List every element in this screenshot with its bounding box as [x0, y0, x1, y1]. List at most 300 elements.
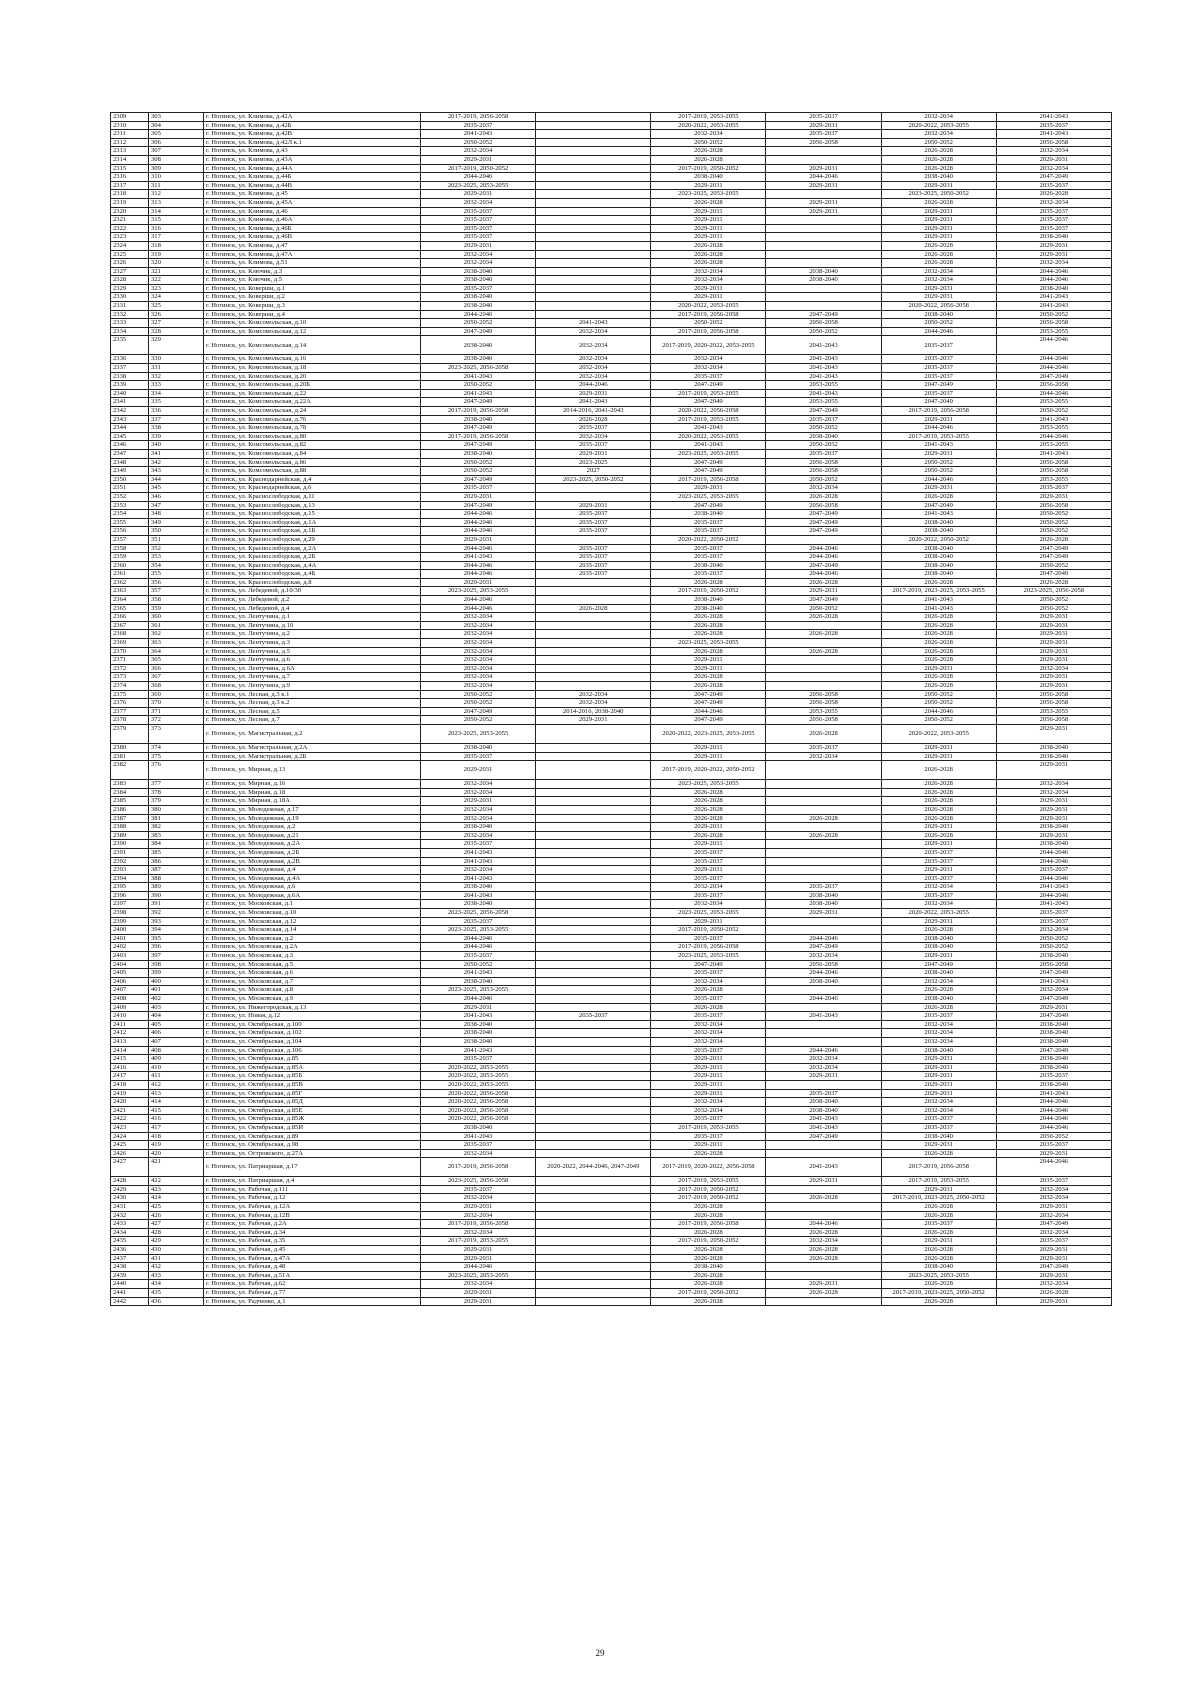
- cell-c5: 2029-2031: [881, 823, 996, 832]
- cell-c4: 2056-2058: [766, 467, 881, 476]
- cell-c2: [536, 1072, 651, 1081]
- cell-c2: [536, 986, 651, 995]
- cell-id: 374: [149, 743, 204, 752]
- cell-id: 413: [149, 1089, 204, 1098]
- cell-c5: 2038-2040: [881, 544, 996, 553]
- cell-c1: 2032-2034: [421, 814, 536, 823]
- cell-c4: 2056-2058: [766, 319, 881, 328]
- cell-addr: г. Ногинск, ул. Лесная, д.7: [204, 716, 421, 725]
- cell-n: 2384: [111, 788, 149, 797]
- cell-n: 2320: [111, 207, 149, 216]
- cell-addr: г. Ногинск, ул. Октябрьская, д.85Е: [204, 1106, 421, 1115]
- cell-n: 2432: [111, 1211, 149, 1220]
- cell-c3: 2041-2043: [651, 441, 766, 450]
- cell-id: 344: [149, 475, 204, 484]
- cell-c3: 2017-2019, 2056-2058: [651, 475, 766, 484]
- table-row: [111, 1185, 1112, 1194]
- cell-n: 2410: [111, 1012, 149, 1021]
- cell-c5: 2038-2040: [881, 561, 996, 570]
- cell-c1: 2017-2019, 2056-2058: [421, 407, 536, 416]
- cell-c3: 2026-2028: [651, 814, 766, 823]
- cell-id: 308: [149, 155, 204, 164]
- cell-c1: 2032-2034: [421, 198, 536, 207]
- cell-c2: 2020-2022, 2044-2046, 2047-2049: [536, 1158, 651, 1177]
- table-row: [111, 216, 1112, 225]
- cell-c2: [536, 1280, 651, 1289]
- cell-id: 360: [149, 613, 204, 622]
- cell-n: 2362: [111, 578, 149, 587]
- cell-c5: 2035-2037: [881, 364, 996, 373]
- cell-c5: 2029-2031: [881, 233, 996, 242]
- cell-c6: 2029-2031: [996, 1203, 1111, 1212]
- cell-c1: 2041-2043: [421, 848, 536, 857]
- cell-id: 393: [149, 917, 204, 926]
- cell-c2: 2032-2034: [536, 364, 651, 373]
- cell-c5: 2026-2028: [881, 814, 996, 823]
- cell-c1: 2041-2043: [421, 857, 536, 866]
- table-row: [111, 639, 1112, 648]
- cell-c2: [536, 1055, 651, 1064]
- cell-n: 2399: [111, 917, 149, 926]
- cell-id: 350: [149, 527, 204, 536]
- table-row: [111, 138, 1112, 147]
- cell-c5: 2026-2028: [881, 1203, 996, 1212]
- cell-addr: г. Ногинск, ул. Лесная, д.3 к.2: [204, 699, 421, 708]
- cell-addr: г. Ногинск, ул. Климова, д.43: [204, 147, 421, 156]
- cell-c1: 2047-2049: [421, 707, 536, 716]
- cell-addr: г. Ногинск, ул. Октябрьская, д.85Ж: [204, 1115, 421, 1124]
- cell-c5: 2035-2037: [881, 848, 996, 857]
- cell-c6: 2044-2046: [996, 857, 1111, 866]
- cell-n: 2370: [111, 647, 149, 656]
- cell-n: 2324: [111, 241, 149, 250]
- cell-c1: 2038-2040: [421, 1020, 536, 1029]
- cell-n: 2342: [111, 407, 149, 416]
- cell-c4: 2038-2040: [766, 900, 881, 909]
- cell-c2: [536, 113, 651, 122]
- cell-c1: 2041-2043: [421, 130, 536, 139]
- cell-c4: 2041-2043: [766, 355, 881, 364]
- cell-c6: 2029-2031: [996, 492, 1111, 501]
- cell-c3: 2035-2037: [651, 1115, 766, 1124]
- cell-c3: 2017-2019, 2050-2052: [651, 1289, 766, 1298]
- cell-c1: 2029-2031: [421, 797, 536, 806]
- cell-c5: 2029-2031: [881, 917, 996, 926]
- cell-c5: 2026-2028: [881, 241, 996, 250]
- table-row: [111, 492, 1112, 501]
- cell-addr: г. Ногинск, ул. Краснодарнейская, д.6: [204, 484, 421, 493]
- cell-c5: 2026-2028: [881, 656, 996, 665]
- cell-id: 385: [149, 848, 204, 857]
- cell-c3: 2017-2019, 2020-2022, 2053-2055: [651, 336, 766, 355]
- cell-id: 407: [149, 1037, 204, 1046]
- cell-c2: [536, 926, 651, 935]
- table-row: [111, 716, 1112, 725]
- cell-c3: 2017-2019, 2050-2052: [651, 164, 766, 173]
- cell-c3: 2026-2028: [651, 241, 766, 250]
- cell-id: 376: [149, 761, 204, 780]
- cell-c1: 2038-2040: [421, 276, 536, 285]
- cell-c5: 2026-2028: [881, 986, 996, 995]
- table-row: [111, 1055, 1112, 1064]
- cell-addr: г. Ногинск, ул. Краснослободская, д.2А: [204, 544, 421, 553]
- cell-c3: 2032-2034: [651, 977, 766, 986]
- cell-c6: 2047-2049: [996, 969, 1111, 978]
- cell-id: 430: [149, 1246, 204, 1255]
- cell-c1: 2044-2046: [421, 995, 536, 1004]
- cell-c1: 2032-2034: [421, 664, 536, 673]
- table-row: [111, 259, 1112, 268]
- table-row: [111, 327, 1112, 336]
- cell-c2: [536, 647, 651, 656]
- cell-c5: 2032-2034: [881, 977, 996, 986]
- cell-n: 2426: [111, 1149, 149, 1158]
- cell-c1: 2032-2034: [421, 866, 536, 875]
- cell-n: 2413: [111, 1037, 149, 1046]
- cell-n: 2363: [111, 587, 149, 596]
- cell-addr: г. Ногинск, ул. Коверши, д.3: [204, 302, 421, 311]
- cell-c6: 2044-2046: [996, 1158, 1111, 1177]
- cell-c4: [766, 1185, 881, 1194]
- cell-c4: 2026-2028: [766, 724, 881, 743]
- table-row: [111, 613, 1112, 622]
- cell-c5: 2041-2043: [881, 441, 996, 450]
- cell-c1: 2032-2034: [421, 656, 536, 665]
- cell-c5: 2029-2031: [881, 224, 996, 233]
- cell-c6: 2029-2031: [996, 1246, 1111, 1255]
- cell-c6: 2035-2037: [996, 216, 1111, 225]
- cell-c2: [536, 797, 651, 806]
- cell-c5: 2038-2040: [881, 518, 996, 527]
- cell-c6: 2041-2043: [996, 293, 1111, 302]
- cell-addr: г. Ногинск, ул. Климова, д.46В: [204, 233, 421, 242]
- cell-c6: 2047-2049: [996, 1220, 1111, 1229]
- cell-c4: 2032-2034: [766, 752, 881, 761]
- cell-c2: [536, 284, 651, 293]
- cell-c5: 2029-2031: [881, 1141, 996, 1150]
- cell-id: 412: [149, 1080, 204, 1089]
- cell-c2: [536, 596, 651, 605]
- cell-id: 370: [149, 699, 204, 708]
- cell-c5: 2038-2040: [881, 553, 996, 562]
- cell-addr: г. Ногинск, ул. Комсомольская, д.14: [204, 336, 421, 355]
- cell-addr: г. Ногинск, ул. Климова, д.44В: [204, 181, 421, 190]
- cell-c3: 2035-2037: [651, 1132, 766, 1141]
- cell-c4: 2026-2028: [766, 613, 881, 622]
- cell-c1: 2047-2049: [421, 424, 536, 433]
- cell-c1: 2041-2043: [421, 1046, 536, 1055]
- cell-addr: г. Ногинск, ул. Климова, д.47: [204, 241, 421, 250]
- table-row: [111, 398, 1112, 407]
- cell-c5: 2035-2037: [881, 857, 996, 866]
- cell-c4: 2026-2028: [766, 630, 881, 639]
- table-row: [111, 707, 1112, 716]
- cell-c3: 2035-2037: [651, 553, 766, 562]
- cell-c2: [536, 917, 651, 926]
- cell-c5: 2050-2052: [881, 458, 996, 467]
- cell-c4: 2041-2043: [766, 1158, 881, 1177]
- cell-c5: 2029-2031: [881, 952, 996, 961]
- cell-n: 2397: [111, 900, 149, 909]
- cell-c3: 2017-2019, 2050-2052: [651, 1237, 766, 1246]
- cell-c2: [536, 173, 651, 182]
- cell-c4: [766, 259, 881, 268]
- cell-c6: 2044-2046: [996, 276, 1111, 285]
- cell-c2: [536, 224, 651, 233]
- cell-c4: [766, 664, 881, 673]
- cell-id: 389: [149, 883, 204, 892]
- cell-c4: 2035-2037: [766, 883, 881, 892]
- cell-n: 2360: [111, 561, 149, 570]
- cell-addr: г. Ногинск, ул. Климова, д.42Б: [204, 121, 421, 130]
- cell-c4: 2047-2049: [766, 596, 881, 605]
- table-row: [111, 467, 1112, 476]
- cell-c2: [536, 943, 651, 952]
- cell-c4: [766, 761, 881, 780]
- cell-c4: 2035-2037: [766, 113, 881, 122]
- cell-c3: 2035-2037: [651, 874, 766, 883]
- table-row: [111, 960, 1112, 969]
- cell-c2: [536, 613, 651, 622]
- cell-c4: 2041-2043: [766, 1115, 881, 1124]
- cell-id: 326: [149, 310, 204, 319]
- cell-c5: 2026-2028: [881, 250, 996, 259]
- cell-c4: 2035-2037: [766, 743, 881, 752]
- cell-addr: г. Ногинск, ул. Молодежная, д.17: [204, 805, 421, 814]
- cell-c5: 2038-2040: [881, 570, 996, 579]
- table-row: [111, 181, 1112, 190]
- cell-c4: [766, 302, 881, 311]
- cell-c3: 2032-2034: [651, 1020, 766, 1029]
- cell-c6: 2038-2040: [996, 1055, 1111, 1064]
- cell-c5: 2026-2028: [881, 682, 996, 691]
- cell-c6: 2053-2055: [996, 475, 1111, 484]
- cell-c2: 2035-2037: [536, 424, 651, 433]
- cell-c6: 2029-2031: [996, 797, 1111, 806]
- table-row: [111, 415, 1112, 424]
- table-row: [111, 1141, 1112, 1150]
- cell-c6: 2032-2034: [996, 164, 1111, 173]
- cell-c1: 2029-2031: [421, 492, 536, 501]
- cell-addr: г. Ногинск, ул. Радченко, д.1: [204, 1297, 421, 1306]
- cell-c5: 2032-2034: [881, 113, 996, 122]
- cell-n: 2352: [111, 492, 149, 501]
- cell-c4: [766, 780, 881, 789]
- cell-c6: 2032-2034: [996, 259, 1111, 268]
- cell-c4: 2038-2040: [766, 1106, 881, 1115]
- cell-c3: 2026-2028: [651, 788, 766, 797]
- cell-n: 2395: [111, 883, 149, 892]
- cell-c6: 2050-2052: [996, 1132, 1111, 1141]
- table-row: [111, 198, 1112, 207]
- cell-n: 2420: [111, 1098, 149, 1107]
- cell-c4: 2050-2052: [766, 441, 881, 450]
- cell-c6: 2044-2046: [996, 848, 1111, 857]
- cell-addr: г. Ногинск, ул. Молодежная, д.19: [204, 814, 421, 823]
- cell-c4: 2050-2052: [766, 604, 881, 613]
- cell-c5: 2026-2028: [881, 147, 996, 156]
- table-row: [111, 743, 1112, 752]
- cell-n: 2391: [111, 848, 149, 857]
- cell-c5: 2035-2037: [881, 874, 996, 883]
- cell-c1: 2035-2037: [421, 1185, 536, 1194]
- cell-addr: г. Ногинск, ул. Островского, д.27А: [204, 1149, 421, 1158]
- table-row: [111, 986, 1112, 995]
- cell-c2: 2032-2034: [536, 699, 651, 708]
- cell-addr: г. Ногинск, ул. Комсомольская, д.22: [204, 389, 421, 398]
- cell-addr: г. Ногинск, ул. Лентучина, д.10: [204, 621, 421, 630]
- cell-n: 2322: [111, 224, 149, 233]
- cell-c6: 2029-2031: [996, 814, 1111, 823]
- cell-c3: 2017-2019, 2050-2052: [651, 587, 766, 596]
- cell-id: 356: [149, 578, 204, 587]
- cell-addr: г. Ногинск, ул. Краснослободская, д.13: [204, 501, 421, 510]
- cell-c3: 2026-2028: [651, 621, 766, 630]
- table-row: [111, 891, 1112, 900]
- cell-c4: 2035-2037: [766, 415, 881, 424]
- cell-c6: 2029-2031: [996, 621, 1111, 630]
- table-row: [111, 1271, 1112, 1280]
- cell-addr: г. Ногинск, ул. Патриаршая, д.4: [204, 1177, 421, 1186]
- cell-id: 380: [149, 805, 204, 814]
- cell-c6: 2035-2037: [996, 1177, 1111, 1186]
- cell-c4: 2047-2049: [766, 518, 881, 527]
- cell-c6: 2035-2037: [996, 917, 1111, 926]
- cell-c6: 2032-2034: [996, 926, 1111, 935]
- cell-c4: [766, 848, 881, 857]
- cell-c1: 2029-2031: [421, 1289, 536, 1298]
- cell-id: 388: [149, 874, 204, 883]
- cell-c3: 2041-2043: [651, 424, 766, 433]
- cell-n: 2337: [111, 364, 149, 373]
- cell-c3: 2029-2031: [651, 866, 766, 875]
- cell-c3: 2026-2028: [651, 198, 766, 207]
- cell-id: 423: [149, 1185, 204, 1194]
- cell-c1: 2032-2034: [421, 647, 536, 656]
- cell-id: 379: [149, 797, 204, 806]
- table-row: [111, 310, 1112, 319]
- cell-c1: 2041-2043: [421, 891, 536, 900]
- cell-c5: 2035-2037: [881, 891, 996, 900]
- cell-c2: [536, 121, 651, 130]
- cell-id: 422: [149, 1177, 204, 1186]
- cell-addr: г. Ногинск, ул. Рабочая, д.12В: [204, 1211, 421, 1220]
- cell-c6: 2050-2052: [996, 518, 1111, 527]
- cell-c5: 2035-2037: [881, 1123, 996, 1132]
- cell-c1: 2032-2034: [421, 780, 536, 789]
- cell-c5: 2017-2019, 2056-2058: [881, 407, 996, 416]
- cell-c5: 2044-2046: [881, 424, 996, 433]
- cell-c4: [766, 656, 881, 665]
- cell-c2: [536, 1020, 651, 1029]
- cell-c3: 2047-2049: [651, 501, 766, 510]
- table-row: [111, 1211, 1112, 1220]
- cell-id: 396: [149, 943, 204, 952]
- cell-addr: г. Ногинск, ул. Климова, д.44А: [204, 164, 421, 173]
- cell-c5: 2026-2028: [881, 647, 996, 656]
- cell-c1: 2035-2037: [421, 484, 536, 493]
- cell-n: 2366: [111, 613, 149, 622]
- table-row: [111, 752, 1112, 761]
- table-row: [111, 1029, 1112, 1038]
- cell-n: 2390: [111, 840, 149, 849]
- cell-c4: 2026-2028: [766, 1228, 881, 1237]
- cell-id: 431: [149, 1254, 204, 1263]
- cell-c5: 2029-2031: [881, 207, 996, 216]
- cell-c5: 2020-2022, 2053-2055: [881, 724, 996, 743]
- cell-addr: г. Ногинск, ул. Комсомольская, д.84: [204, 449, 421, 458]
- cell-c2: [536, 302, 651, 311]
- cell-c2: 2027: [536, 467, 651, 476]
- cell-c5: 2047-2049: [881, 381, 996, 390]
- cell-n: 2379: [111, 724, 149, 743]
- cell-c1: 2017-2019, 2056-2058: [421, 1220, 536, 1229]
- cell-c2: [536, 656, 651, 665]
- cell-n: 2338: [111, 372, 149, 381]
- cell-c3: 2026-2028: [651, 1228, 766, 1237]
- cell-c2: 2032-2034: [536, 432, 651, 441]
- cell-c6: 2026-2028: [996, 1289, 1111, 1298]
- cell-c3: 2029-2031: [651, 293, 766, 302]
- cell-id: 386: [149, 857, 204, 866]
- cell-c4: [766, 1029, 881, 1038]
- cell-c5: 2017-2019, 2053-2055: [881, 432, 996, 441]
- cell-c3: 2038-2040: [651, 510, 766, 519]
- cell-c6: 2032-2034: [996, 1280, 1111, 1289]
- cell-c3: 2023-2025, 2053-2055: [651, 190, 766, 199]
- cell-c4: [766, 1037, 881, 1046]
- cell-c3: 2029-2031: [651, 233, 766, 242]
- cell-c5: 2026-2028: [881, 1228, 996, 1237]
- cell-c2: [536, 995, 651, 1004]
- cell-n: 2309: [111, 113, 149, 122]
- cell-c3: 2023-2025, 2053-2055: [651, 639, 766, 648]
- cell-c3: 2029-2031: [651, 840, 766, 849]
- cell-n: 2382: [111, 761, 149, 780]
- table-row: [111, 848, 1112, 857]
- cell-id: 358: [149, 596, 204, 605]
- cell-c1: 2044-2046: [421, 173, 536, 182]
- cell-id: 309: [149, 164, 204, 173]
- cell-c1: 2038-2040: [421, 883, 536, 892]
- cell-c4: [766, 216, 881, 225]
- cell-c3: 2047-2049: [651, 716, 766, 725]
- cell-c1: 2029-2031: [421, 1254, 536, 1263]
- cell-n: 2406: [111, 977, 149, 986]
- cell-c3: 2023-2025, 2053-2055: [651, 449, 766, 458]
- cell-c6: 2035-2037: [996, 1141, 1111, 1150]
- cell-c2: [536, 484, 651, 493]
- cell-c1: 2038-2040: [421, 449, 536, 458]
- cell-c2: [536, 673, 651, 682]
- cell-c2: [536, 1029, 651, 1038]
- cell-id: 321: [149, 267, 204, 276]
- cell-c5: 2026-2028: [881, 1280, 996, 1289]
- cell-n: 2414: [111, 1046, 149, 1055]
- cell-c3: 2038-2040: [651, 173, 766, 182]
- cell-id: 354: [149, 561, 204, 570]
- cell-id: 311: [149, 181, 204, 190]
- cell-c2: [536, 1194, 651, 1203]
- cell-c4: 2044-2046: [766, 1046, 881, 1055]
- cell-c3: 2047-2049: [651, 467, 766, 476]
- cell-n: 2329: [111, 284, 149, 293]
- cell-id: 327: [149, 319, 204, 328]
- cell-n: 2368: [111, 630, 149, 639]
- table-row: [111, 121, 1112, 130]
- cell-id: 328: [149, 327, 204, 336]
- cell-c5: 2029-2031: [881, 866, 996, 875]
